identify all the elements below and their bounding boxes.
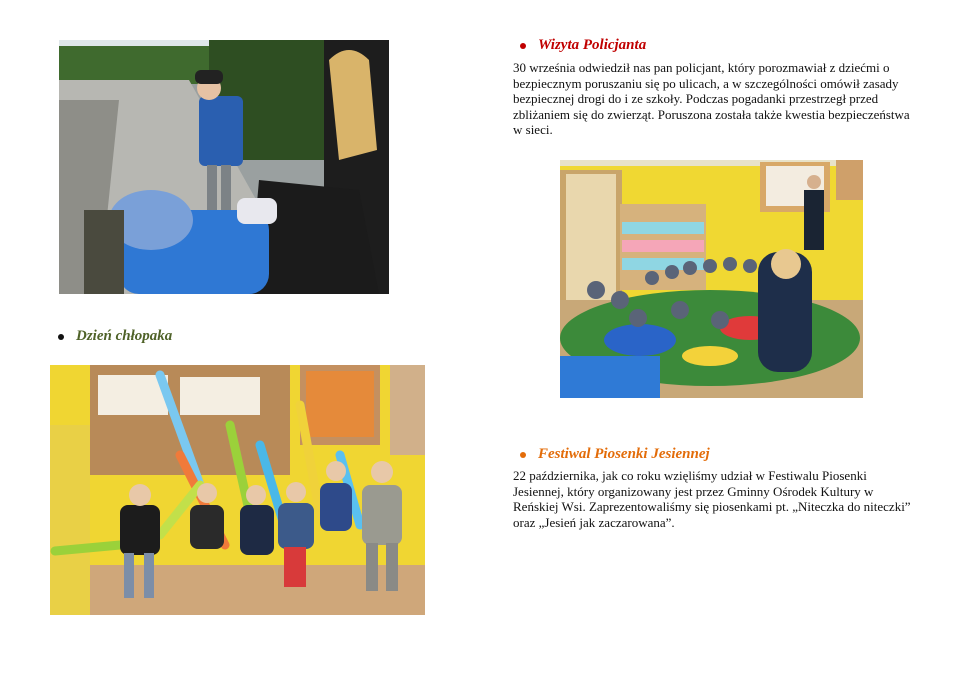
policeman-visit-text: 30 września odwiedził nas pan policjant, który porozmawiał z dziećmi o bezpiecznym poruszaniu się po ulicach, a w szczególności omówił zasady bezpiecznej drogi do i ze szkoły. Podczas pogadanki przestrzegł przed zbliżaniem się do zwierząt. Poruszona została także kwestia bezpieczeństwa w sieci. — [513, 60, 910, 137]
festival-text: 22 października, jak co roku wzięliśmy udział w Festiwalu Piosenki Jesiennej, który organizowany jest przez Gminny Ośrodek Kultury w Reńskiej Wsi. Zaprezentowaliśmy się piosenkami pt. „Niteczka do niteczki” oraz „Jesień jak zaczarowana”. — [513, 468, 911, 530]
boys-day-heading — [58, 328, 172, 345]
photo-policeman-visit — [560, 160, 863, 398]
bullet-icon — [520, 452, 526, 458]
bullet-icon — [520, 43, 526, 49]
festival-heading — [520, 446, 710, 463]
boys-day-title: Dzień chłopaka — [76, 328, 173, 344]
photo-boys-day — [50, 365, 425, 615]
festival-title: Festiwal Piosenki Jesiennej — [538, 446, 710, 462]
bullet-icon — [58, 334, 64, 340]
photo-cleanup — [59, 40, 389, 294]
policeman-visit-title: Wizyta Policjanta — [538, 37, 647, 53]
policeman-visit-heading — [520, 37, 646, 54]
